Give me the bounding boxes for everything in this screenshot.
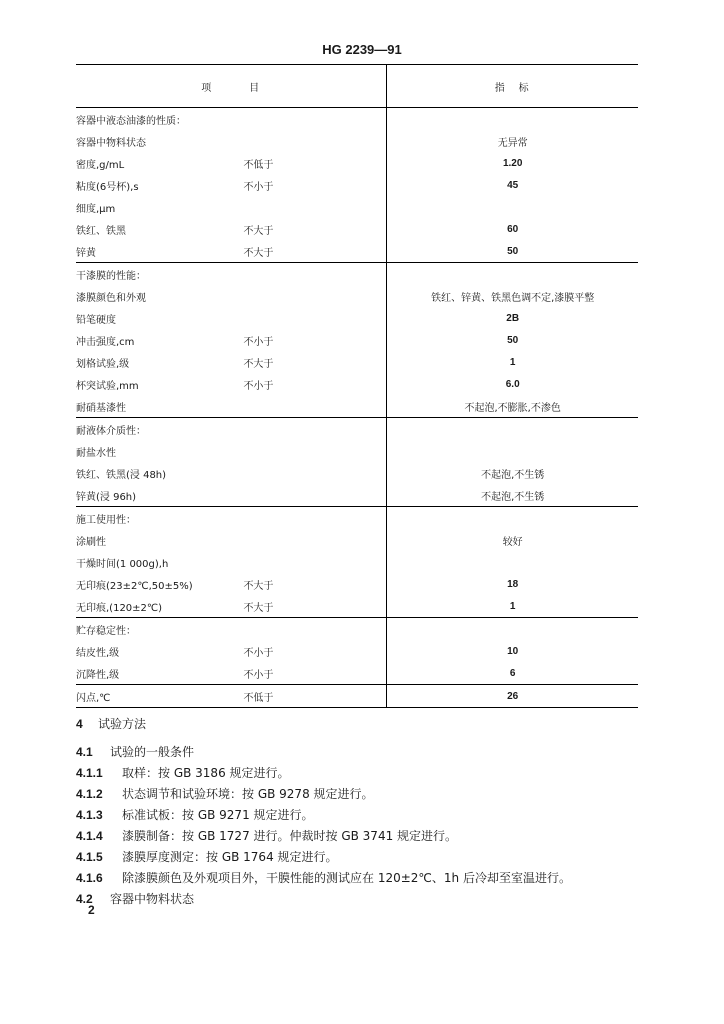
row-value: 1	[387, 595, 638, 618]
row-item: 干燥时间(1 000g),h	[76, 558, 169, 570]
section-text: 容器中物料状态	[110, 892, 195, 906]
row-item: 无印痕(23±2℃,50±5%)	[76, 580, 193, 592]
row-condition: 不小于	[243, 380, 274, 392]
row-value: 45	[387, 174, 638, 196]
row-item: 划格试验,级	[76, 358, 130, 370]
table-row	[76, 462, 638, 484]
section-text: 漆膜制备：按 GB 1727 进行。仲裁时按 GB 3741 规定进行。	[122, 829, 458, 843]
row-value	[387, 551, 638, 573]
row-condition: 不低于	[243, 159, 274, 171]
row-value	[387, 263, 638, 286]
row-item: 耐盐水性	[76, 447, 116, 459]
row-value: 60	[387, 218, 638, 240]
table-row	[76, 307, 638, 329]
table-body	[76, 108, 638, 708]
row-condition	[231, 307, 386, 329]
row-value: 50	[387, 240, 638, 263]
row-value: 6	[387, 662, 638, 685]
table-header-row	[76, 65, 638, 108]
row-value: 不起泡,不生锈	[387, 484, 638, 507]
section-clause	[76, 785, 676, 802]
table-row	[76, 152, 638, 174]
row-item: 贮存稳定性：	[76, 618, 231, 641]
header-value: 指 标	[387, 65, 638, 108]
row-condition	[231, 440, 386, 462]
section-clause	[76, 869, 676, 886]
section-text: 取样：按 GB 3186 规定进行。	[122, 766, 290, 780]
table-row	[76, 329, 638, 351]
row-condition	[231, 507, 386, 530]
row-item: 无印痕,(120±2℃)	[76, 602, 163, 614]
row-condition	[231, 418, 386, 441]
row-value: 1.20	[387, 152, 638, 174]
section-major	[76, 715, 676, 732]
section-sub	[76, 890, 676, 907]
row-item: 容器中物料状态	[76, 137, 146, 149]
table-row	[76, 174, 638, 196]
row-value	[387, 418, 638, 441]
row-item: 容器中液态油漆的性质：	[76, 108, 231, 131]
section-text: 试验的一般条件	[110, 745, 195, 759]
row-condition	[231, 618, 386, 641]
section-clause	[76, 848, 676, 865]
section-number: 4.1.2	[76, 787, 103, 801]
specification-table	[76, 64, 638, 708]
section-number: 4.1.3	[76, 808, 103, 822]
row-item: 锌黄(浸 96h)	[76, 491, 137, 503]
table-row	[76, 662, 638, 685]
table-row	[76, 529, 638, 551]
table-row	[76, 351, 638, 373]
row-value: 2B	[387, 307, 638, 329]
page-number: 2	[88, 903, 95, 917]
section-sub	[76, 743, 676, 760]
row-condition	[231, 130, 386, 152]
row-item: 涂刷性	[76, 536, 106, 548]
row-value	[387, 507, 638, 530]
row-item: 耐液体介质性：	[76, 418, 231, 441]
table-row	[76, 395, 638, 418]
row-condition	[231, 551, 386, 573]
table-row	[76, 108, 638, 131]
row-value: 50	[387, 329, 638, 351]
standard-code-header: HG 2239—91	[322, 42, 402, 57]
section-text: 标准试板：按 GB 9271 规定进行。	[122, 808, 314, 822]
row-item: 冲击强度,cm	[76, 336, 135, 348]
row-item: 沉降性,级	[76, 669, 120, 681]
table-row	[76, 130, 638, 152]
row-value: 较好	[387, 529, 638, 551]
section-number: 4.1.5	[76, 850, 103, 864]
table-row	[76, 551, 638, 573]
section-number: 4.1.1	[76, 766, 103, 780]
row-value: 10	[387, 640, 638, 662]
row-value: 无异常	[387, 130, 638, 152]
row-item: 锌黄	[76, 247, 96, 259]
table-row	[76, 240, 638, 263]
row-item: 粘度(6号杯),s	[76, 181, 139, 193]
row-value: 1	[387, 351, 638, 373]
row-condition: 不大于	[243, 225, 274, 237]
table-row	[76, 618, 638, 641]
row-condition: 不低于	[231, 685, 386, 708]
section-clause	[76, 764, 676, 781]
section-number: 4.2	[76, 892, 93, 906]
row-condition: 不大于	[243, 247, 274, 259]
row-condition	[231, 263, 386, 286]
row-condition: 不小于	[243, 336, 274, 348]
row-item: 结皮性,级	[76, 647, 120, 659]
row-value	[387, 108, 638, 131]
row-condition: 不小于	[243, 181, 274, 193]
row-value: 6.0	[387, 373, 638, 395]
table-row	[76, 373, 638, 395]
header-item: 项 目	[76, 65, 387, 108]
section-text: 状态调节和试验环境：按 GB 9278 规定进行。	[122, 787, 374, 801]
table-row	[76, 263, 638, 286]
row-item: 耐硝基漆性	[76, 402, 126, 414]
row-condition: 不大于	[243, 602, 274, 614]
table-row	[76, 507, 638, 530]
row-item: 铁红、铁黑	[76, 225, 126, 237]
row-condition	[231, 395, 386, 418]
table-row	[76, 218, 638, 240]
section-number: 4.1	[76, 745, 93, 759]
section-text: 试验方法	[98, 717, 147, 731]
row-condition	[231, 462, 386, 484]
row-condition	[231, 196, 386, 218]
row-value: 不起泡,不膨胀,不渗色	[387, 395, 638, 418]
row-item: 闪点,℃	[76, 685, 231, 708]
row-condition	[231, 285, 386, 307]
row-item: 施工使用性：	[76, 507, 231, 530]
row-item: 漆膜颜色和外观	[76, 292, 146, 304]
table-row	[76, 573, 638, 595]
section-text: 除漆膜颜色及外观项目外，干膜性能的测试应在 120±2℃、1h 后冷却至室温进行。	[122, 871, 571, 885]
row-value: 18	[387, 573, 638, 595]
section-number: 4.1.4	[76, 829, 103, 843]
section-clause	[76, 827, 676, 844]
row-value: 不起泡,不生锈	[387, 462, 638, 484]
table-row	[76, 196, 638, 218]
row-condition: 不小于	[243, 647, 274, 659]
row-value: 26	[387, 685, 638, 708]
row-condition: 不小于	[243, 669, 274, 681]
row-condition: 不大于	[243, 580, 274, 592]
table-row	[76, 484, 638, 507]
row-condition: 不大于	[243, 358, 274, 370]
row-condition	[231, 484, 386, 507]
row-item: 铁红、铁黑(浸 48h)	[76, 469, 167, 481]
row-value	[387, 618, 638, 641]
row-value	[387, 196, 638, 218]
table-row	[76, 640, 638, 662]
section-clause	[76, 806, 676, 823]
row-item: 干漆膜的性能：	[76, 263, 231, 286]
table-row	[76, 595, 638, 618]
row-item: 铅笔硬度	[76, 314, 116, 326]
row-item: 细度,μm	[76, 203, 116, 215]
row-value: 铁红、锌黄、铁黑色调不定,漆膜平整	[387, 285, 638, 307]
row-item: 杯突试验,mm	[76, 380, 139, 392]
row-condition	[231, 529, 386, 551]
row-condition	[231, 108, 386, 131]
table-row	[76, 440, 638, 462]
row-item: 密度,g/mL	[76, 159, 125, 171]
table-row	[76, 285, 638, 307]
section-text: 漆膜厚度测定：按 GB 1764 规定进行。	[122, 850, 338, 864]
table-row	[76, 418, 638, 441]
row-value	[387, 440, 638, 462]
section-number: 4.1.6	[76, 871, 103, 885]
table-row	[76, 685, 638, 708]
section-number: 4	[76, 717, 83, 731]
